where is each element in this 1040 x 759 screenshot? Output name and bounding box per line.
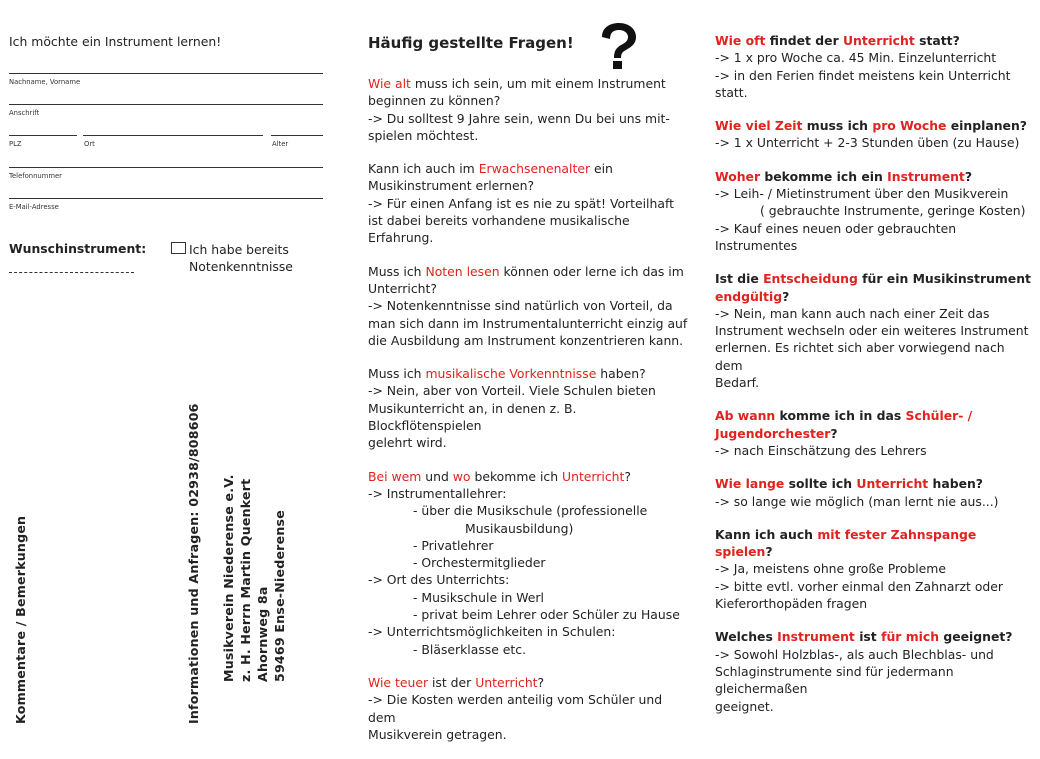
- a-text: Schlaginstrumente sind für jedermann gleichermaßen: [715, 663, 954, 697]
- faq-item-instrument-source: [715, 168, 1033, 254]
- a-text: geeignet.: [715, 698, 774, 714]
- q-text: ?: [537, 674, 545, 690]
- q-highlight: pro Woche: [872, 118, 947, 134]
- contact-person: z. H. Herrn Martin Quenkert: [238, 478, 253, 682]
- a-text: Musikunterricht an, in denen z. B. Blockflötenspielen: [368, 400, 577, 434]
- q-text: ist der: [428, 674, 476, 690]
- q-highlight: Wie alt: [368, 76, 411, 91]
- a-text: -> Ort des Unterrichts:: [368, 572, 510, 588]
- phone-field-label: Telefonnummer: [9, 172, 62, 180]
- checkbox-label-line1: Ich habe bereits: [189, 242, 289, 257]
- q-text: ?: [765, 544, 773, 560]
- q-text: statt?: [914, 33, 960, 48]
- a-text: -> Unterrichtsmöglichkeiten in Schulen:: [368, 624, 616, 640]
- a-text: man sich dann im Instrumentalunterricht einzig auf: [368, 315, 688, 331]
- q-highlight: musikalische Vorkenntnisse: [425, 366, 597, 382]
- a-text: statt.: [715, 84, 748, 100]
- a-text: -> Die Kosten werden anteilig vom Schüler und dem: [368, 692, 663, 725]
- q-highlight: Erwachsenenalter: [478, 161, 591, 177]
- a-text: Musikausbildung): [465, 520, 574, 536]
- email-field-label: E-Mail-Adresse: [9, 203, 59, 211]
- a-text: gelehrt wird.: [368, 435, 447, 451]
- q-text: ist: [854, 629, 882, 645]
- a-text: -> Notenkenntnisse sind natürlich von Vorteil, da: [368, 298, 673, 314]
- q-text: Musikinstrument erlernen?: [368, 178, 535, 194]
- a-text: Kieferorthopäden fragen: [715, 596, 868, 612]
- q-highlight: Noten lesen: [425, 263, 500, 279]
- q-highlight: Unterricht: [562, 468, 625, 484]
- comments-heading: Kommentare / Bemerkungen: [13, 515, 28, 724]
- org-name: Musikverein Niederense e.V.: [221, 474, 236, 682]
- a-text: - Orchestermitglieder: [413, 555, 546, 571]
- a-text: - über die Musikschule (professionelle: [413, 503, 648, 519]
- a-text: spielen möchtest.: [368, 127, 479, 143]
- q-text: Unterricht?: [368, 280, 437, 296]
- registration-form: [0, 0, 345, 732]
- plz-field-label: PLZ: [9, 140, 22, 148]
- q-text: komme ich in das: [775, 408, 906, 424]
- q-highlight: Unterricht: [843, 33, 915, 48]
- q-highlight: endgültig: [715, 288, 783, 304]
- q-text: ?: [830, 425, 838, 441]
- q-text: haben?: [596, 366, 646, 382]
- a-text: - Bläserklasse etc.: [413, 641, 527, 657]
- q-text: muss ich sein, um mit einem Instrument: [410, 76, 666, 91]
- q-highlight: Wie lange: [715, 476, 785, 492]
- faq-item-time: [715, 117, 1033, 152]
- q-text: für ein Musikinstrument: [857, 271, 1031, 287]
- q-highlight: Wie viel Zeit: [715, 118, 803, 134]
- a-text: - Musikschule in Werl: [413, 589, 544, 605]
- a-text: -> Kauf eines neuen oder gebrauchten Instrumentes: [715, 220, 957, 253]
- street-address: Ahornweg 8a: [255, 586, 270, 682]
- q-text: ein: [590, 161, 613, 177]
- a-text: -> Sowohl Holzblas-, als auch Blechblas- und: [715, 646, 994, 662]
- q-text: einplanen?: [946, 118, 1027, 134]
- info-phone: Informationen und Anfragen: 02938/808606: [186, 403, 201, 724]
- q-text: haben?: [928, 476, 983, 492]
- q-highlight: Woher: [715, 168, 761, 184]
- q-text: Muss ich: [368, 263, 426, 279]
- faq-item-cost: [368, 674, 688, 743]
- address-field-line[interactable]: [9, 104, 323, 105]
- q-text: beginnen zu können?: [368, 93, 501, 109]
- q-text: ?: [782, 288, 790, 304]
- a-text: -> in den Ferien findet meistens kein Unterricht: [715, 67, 1011, 83]
- a-text: ist dabei bereits vorhandene musikalische: [368, 213, 630, 229]
- q-highlight: wo: [452, 468, 471, 484]
- q-highlight: Ab wann: [715, 408, 776, 424]
- alter-field-label: Alter: [272, 140, 289, 148]
- faq-item-suitable-instrument: [715, 628, 1033, 714]
- a-text: Instrument wechseln oder ein weiteres Instrument: [715, 323, 1029, 339]
- q-highlight: Entscheidung: [763, 271, 858, 287]
- address-field-label: Anschrift: [9, 109, 40, 117]
- faq-item-decision: [715, 270, 1033, 391]
- a-text: -> 1 x pro Woche ca. 45 Min. Einzelunterricht: [715, 50, 997, 66]
- a-text: -> Nein, aber von Vorteil. Viele Schulen bieten: [368, 383, 656, 399]
- a-text: -> Du solltest 9 Jahre sein, wenn Du bei uns mit-: [368, 110, 670, 126]
- faq-column-middle: [368, 0, 688, 742]
- q-text: können oder lerne ich das im: [499, 263, 684, 279]
- q-highlight: Schüler- /: [905, 408, 973, 424]
- q-text: Muss ich: [368, 366, 426, 382]
- q-highlight: Wie oft: [715, 33, 766, 48]
- a-text: ( gebrauchte Instrumente, geringe Kosten): [760, 203, 1026, 219]
- faq-item-prior-knowledge: [368, 365, 688, 451]
- ort-field-line[interactable]: [83, 135, 263, 136]
- q-text: bekomme ich: [470, 468, 563, 484]
- alter-field-line[interactable]: [271, 135, 323, 136]
- a-text: -> Nein, man kann auch nach einer Zeit das: [715, 305, 990, 321]
- faq-item-notes: [368, 263, 688, 349]
- q-text: Ist die: [715, 271, 764, 287]
- faq-item-age: [368, 75, 688, 144]
- wunschinstrument-line[interactable]: [9, 272, 134, 273]
- a-text: -> 1 x Unterricht + 2-3 Stunden üben (zu Hause): [715, 135, 1020, 151]
- q-text: muss ich: [802, 118, 873, 134]
- name-field-line[interactable]: [9, 73, 323, 74]
- a-text: -> Instrumentallehrer:: [368, 485, 507, 501]
- q-text: ?: [964, 168, 973, 184]
- faq-item-orchestra: [715, 407, 1033, 459]
- faq-item-adult: [368, 160, 688, 246]
- q-text: sollte ich: [784, 476, 857, 492]
- a-text: - privat beim Lehrer oder Schüler zu Hause: [413, 607, 680, 623]
- a-text: -> bitte evtl. vorher einmal den Zahnarzt oder: [715, 578, 1003, 594]
- notenkenntnisse-label: [189, 241, 293, 275]
- q-text: ?: [624, 468, 631, 484]
- city-address: 59469 Ense-Niederense: [272, 510, 287, 682]
- a-text: die Ausbildung am Instrument konzentrieren kann.: [368, 332, 684, 348]
- name-field-label: Nachname, Vorname: [9, 78, 81, 86]
- a-text: Bedarf.: [715, 375, 760, 391]
- q-highlight: Wie teuer: [368, 674, 429, 690]
- a-text: - Privatlehrer: [413, 537, 494, 553]
- q-highlight: Bei wem: [368, 468, 422, 484]
- plz-field-line[interactable]: [9, 135, 77, 136]
- q-text: und: [421, 468, 453, 484]
- email-field-line[interactable]: [9, 198, 323, 199]
- a-text: -> Ja, meistens ohne große Probleme: [715, 561, 946, 577]
- a-text: -> nach Einschätzung des Lehrers: [715, 442, 927, 458]
- faq-item-frequency: [715, 32, 1033, 101]
- q-text: bekomme ich ein: [760, 168, 888, 184]
- faq-item-braces: [715, 526, 1033, 612]
- faq-title: Häufig gestellte Fragen!: [368, 34, 574, 52]
- q-highlight: Unterricht: [475, 674, 538, 690]
- faq-item-duration: [715, 475, 1033, 510]
- q-highlight: mit fester Zahnspange spielen: [715, 526, 977, 560]
- q-highlight: Jugendorchester: [715, 425, 831, 441]
- q-highlight: Instrument: [887, 168, 965, 184]
- a-text: erlernen. Es richtet sich aber vorwiegend nach dem: [715, 340, 1005, 373]
- ort-field-label: Ort: [84, 140, 95, 148]
- q-highlight: für mich: [881, 629, 940, 645]
- form-title: Ich möchte ein Instrument lernen!: [9, 34, 222, 49]
- q-text: Kann ich auch im: [368, 161, 479, 177]
- q-highlight: Instrument: [777, 629, 855, 645]
- a-text: -> so lange wie möglich (man lernt nie aus...): [715, 493, 999, 509]
- phone-field-line[interactable]: [9, 167, 323, 168]
- q-text: findet der: [765, 33, 843, 48]
- a-text: Erfahrung.: [368, 230, 434, 246]
- a-text: -> Leih- / Mietinstrument über den Musikverein: [715, 186, 1009, 202]
- wunschinstrument-label: Wunschinstrument:: [9, 241, 147, 256]
- faq-item-where: [368, 468, 688, 658]
- checkbox-label-line2: Notenkenntnisse: [189, 259, 293, 274]
- q-highlight: Unterricht: [856, 476, 929, 492]
- q-text: Kann ich auch: [715, 526, 818, 542]
- a-text: Musikverein getragen.: [368, 726, 507, 742]
- q-text: geeignet?: [939, 629, 1013, 645]
- a-text: -> Für einen Anfang ist es nie zu spät! Vorteilhaft: [368, 195, 674, 211]
- notenkenntnisse-checkbox[interactable]: [171, 242, 186, 254]
- faq-column-right: [715, 0, 1033, 732]
- q-text: Welches: [715, 629, 778, 645]
